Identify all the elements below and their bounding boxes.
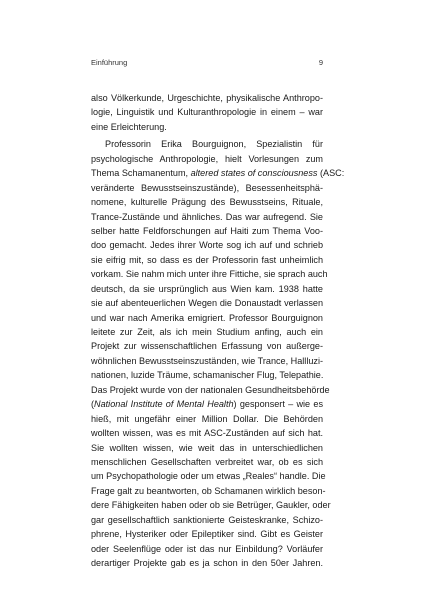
text-line: psychologische Anthropologie, hielt Vorlesungen zum bbox=[91, 153, 323, 164]
text-line: wollten wissen, was es mit ASC-Zuständen auf sich hat. bbox=[91, 428, 323, 439]
text-line: sie auf abenteuerlichen Wegen die Donaustadt verlassen bbox=[91, 298, 323, 309]
text-line: sie eifrig mit, so dass es der Professorin fast unheimlich bbox=[91, 254, 323, 265]
text-line: Frage galt zu beantworten, ob Schamanen wirklich beson- bbox=[91, 485, 326, 496]
text-line: nationen, luzide Träume, schamanischer Flug, Telepathie. bbox=[91, 370, 324, 381]
text-line: phrene, Hysteriker oder Epileptiker sind. Gibt es Geister bbox=[91, 529, 323, 540]
text-line: derartiger Projekte gab es ja schon in den 50er Jahren. bbox=[91, 558, 323, 568]
text-line: Trance-Zustände und ähnliches. Das war aufregend. Sie bbox=[91, 211, 323, 222]
text-line: menschlichen Gesellschaften verbreitet war, ob es sich bbox=[91, 456, 323, 467]
text-line: eine Erleichterung. bbox=[91, 121, 167, 132]
text-line: Professorin Erika Bourguignon, Spezialistin für bbox=[105, 139, 323, 150]
text-line: (National Institute of Mental Health) gesponsert – wie es bbox=[91, 399, 324, 410]
text-line: hieß, mit ungefähr einer Million Dollar. Die Behörden bbox=[91, 413, 323, 424]
text-line: selber hatte Feldforschungen auf Haiti zum Thema Voo- bbox=[91, 225, 323, 236]
text-line: Sie wollten wissen, wie weit das in unterschiedlichen bbox=[91, 442, 323, 453]
text-line: um Psychopathologie oder um etwas „Reales“ handle. Die bbox=[91, 471, 326, 482]
page-number: 9 bbox=[318, 58, 323, 67]
chapter-title: Einführung bbox=[91, 58, 128, 67]
text-line: Thema Schamanentum, altered states of consciousness (ASC: bbox=[91, 168, 345, 179]
text-line: leitete zur Zeit, als ich mein Studium anfing, auch ein bbox=[91, 327, 323, 337]
running-head bbox=[91, 58, 323, 70]
text-line: vorkam. Sie nahm mich unter ihre Fittiche, sie sprach auch bbox=[91, 269, 328, 280]
text-line: dere Fähigkeiten haben oder ob sie Betrüger, Gaukler, oder bbox=[91, 500, 331, 511]
text-line: logie, Linguistik und Kulturanthropologie in einem – war bbox=[91, 107, 323, 118]
text-line: deutsch, da sie ursprünglich aus Wien kam. 1938 hatte bbox=[91, 283, 323, 294]
body-text bbox=[91, 91, 345, 570]
text-line: nomene, kulturelle Prägung des Bewusstseins, Rituale, bbox=[91, 197, 323, 208]
text-line: also Völkerkunde, Urgeschichte, physikalische Anthropo- bbox=[91, 93, 323, 103]
text-line: doo gemacht. Jedes ihrer Worte sog ich auf und schrieb bbox=[91, 240, 323, 251]
text-line: wöhnlichen Bewusstseinszuständen, wie Trance, Hallluzi- bbox=[91, 355, 324, 366]
text-line: gar gesellschaftlich sanktionierte Geisteskranke, Schizo- bbox=[91, 514, 323, 525]
text-line: veränderte Bewusstseinszustände), Besessenheitsphä- bbox=[91, 182, 323, 193]
text-line: oder Seelenflüge oder ist das nur Einbildung? Vorläufer bbox=[91, 543, 323, 554]
text-line: Projekt zur wissenschaftlichen Erfassung von außerge- bbox=[91, 341, 323, 352]
text-line: und war nach Amerika emigriert. Professor Bourguignon bbox=[91, 312, 323, 323]
text-line: Das Projekt wurde von der nationalen Gesundheitsbehörde bbox=[91, 384, 330, 395]
